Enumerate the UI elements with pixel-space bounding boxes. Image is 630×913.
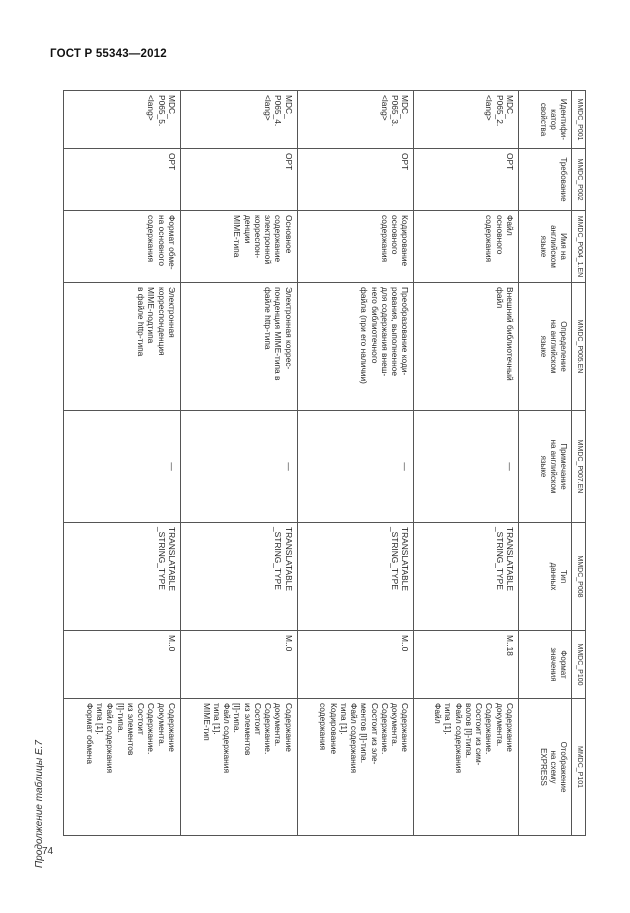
value-format-cell: M..0 bbox=[297, 631, 414, 699]
column-header: Формат значения bbox=[519, 631, 572, 699]
note-en-cell: — bbox=[180, 411, 297, 523]
data-type-cell: TRANSLATABLE _STRING_TYPE bbox=[180, 523, 297, 631]
definition-en-cell: Электронная корреспонденция MIME-подтипа в файле http-типа bbox=[64, 283, 181, 411]
data-type-cell: TRANSLATABLE _STRING_TYPE bbox=[297, 523, 414, 631]
value-format-cell: M..0 bbox=[64, 631, 181, 699]
definition-en-cell: Преобразование коди- рования, выполненное для содержания внеш- него библиотечного файла (при его наличии) bbox=[297, 283, 414, 411]
column-code: MMDC_P001 bbox=[572, 91, 586, 149]
page-number: 74 bbox=[42, 846, 54, 857]
property-id-cell: MDC_ P065_5. <lang> bbox=[64, 91, 181, 149]
property-id-cell: MDC_ P065_4. <lang> bbox=[180, 91, 297, 149]
requirement-cell: OPT bbox=[414, 149, 519, 211]
express-mapping-cell: Содержание документа. Содержание. Состоит из эле- ментов [I]-типа. Файл содержания типа [1]. Кодирование содержания bbox=[297, 699, 414, 836]
column-header: Примечание на английском языке bbox=[519, 411, 572, 523]
table-container bbox=[63, 90, 586, 835]
column-code: MMDC_P005.EN bbox=[572, 283, 586, 411]
column-header: Требование bbox=[519, 149, 572, 211]
column-code: MMDC_P008 bbox=[572, 523, 586, 631]
requirement-cell: OPT bbox=[297, 149, 414, 211]
table-row bbox=[180, 91, 297, 836]
name-en-cell: Кодирование основного содержания bbox=[297, 211, 414, 283]
note-en-cell: — bbox=[297, 411, 414, 523]
table-row bbox=[64, 91, 181, 836]
column-names-row bbox=[519, 91, 572, 836]
column-header: Отображение на схему EXPRESS bbox=[519, 699, 572, 836]
name-en-cell: Файл основного содержания bbox=[414, 211, 519, 283]
name-en-cell: Формат обме- на основного содержания bbox=[64, 211, 181, 283]
express-mapping-cell: Содержание документа. Содержание. Состоит из элементов [I]-типа. Файл содержания типа [1]. Формат обмена bbox=[64, 699, 181, 836]
property-id-cell: MDC_ P065_2. <lang> bbox=[414, 91, 519, 149]
column-codes-row bbox=[572, 91, 586, 836]
column-header: Имя на английском языке bbox=[519, 211, 572, 283]
value-format-cell: M..0 bbox=[180, 631, 297, 699]
note-en-cell: — bbox=[414, 411, 519, 523]
definition-en-cell: Внешний библиотечный файл bbox=[414, 283, 519, 411]
column-code: MMDC_P007.EN bbox=[572, 411, 586, 523]
column-code: MMDC_P101 bbox=[572, 699, 586, 836]
column-code: MMDC_P004_1.EN bbox=[572, 211, 586, 283]
definition-en-cell: Электронная коррес- понденция MIME-типа в файле http-типа bbox=[180, 283, 297, 411]
document-header: ГОСТ Р 55343—2012 bbox=[50, 48, 167, 60]
table-row bbox=[414, 91, 519, 836]
data-type-cell: TRANSLATABLE _STRING_TYPE bbox=[64, 523, 181, 631]
table-caption: Продолжение таблицы Е.7 bbox=[34, 740, 45, 868]
requirement-cell: OPT bbox=[64, 149, 181, 211]
note-en-cell: — bbox=[64, 411, 181, 523]
property-id-cell: MDC_ P065_3. <lang> bbox=[297, 91, 414, 149]
data-type-cell: TRANSLATABLE _STRING_TYPE bbox=[414, 523, 519, 631]
column-code: MMDC_P100 bbox=[572, 631, 586, 699]
name-en-cell: Основное содержание электронной корреспон- денции MIME-типа bbox=[180, 211, 297, 283]
table-row bbox=[297, 91, 414, 836]
column-code: MMDC_P002 bbox=[572, 149, 586, 211]
column-header: Идентифи- катор свойства bbox=[519, 91, 572, 149]
value-format-cell: M..18 bbox=[414, 631, 519, 699]
express-mapping-cell: Содержание документа. Содержание. Состоит из элементов [I]-типа. Файл содержания типа [1]. MIME-тип bbox=[180, 699, 297, 836]
column-header: Тип данных bbox=[519, 523, 572, 631]
requirement-cell: OPT bbox=[180, 149, 297, 211]
express-mapping-cell: Содержание документа. Содержание. Состоит из сим- волов [I]-типа. Файл содержания типа [1]. Файл bbox=[414, 699, 519, 836]
column-header: Определение на английском языке bbox=[519, 283, 572, 411]
properties-table bbox=[63, 90, 586, 836]
